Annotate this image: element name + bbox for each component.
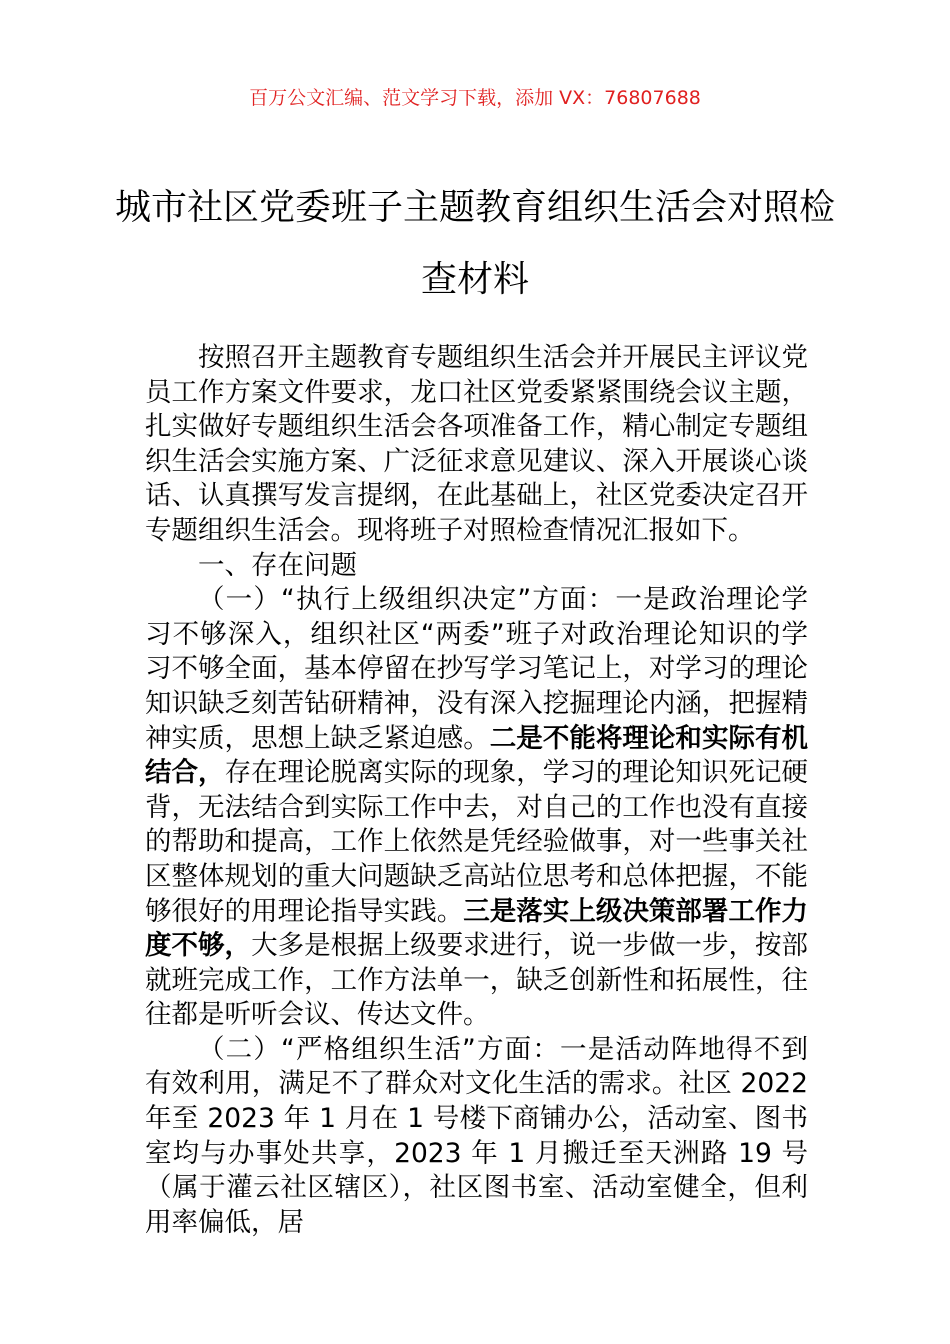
document-body xyxy=(145,341,808,1240)
paragraph-text: （一）“执行上级组织决定”方面：一是政治理论学习不够深入，组织社区“两委”班子对政治理论知识的学习不够全面，基本停留在抄写学习笔记上，对学习的理论知识缺乏刻苦钻研精神，没有深入挖掘理论内涵，把握精神实质，思想上缺乏紧迫感。 xyxy=(145,584,808,754)
document-title: 城市社区党委班子主题教育组织生活会对照检查材料 xyxy=(114,187,835,300)
paragraph-execute-decisions xyxy=(145,583,808,1033)
bold-point-two: 二是不能将理论和实际有机结合， xyxy=(145,722,809,789)
section-heading: 一、存在问题 xyxy=(198,549,357,581)
paragraph-organization-life: （二）“严格组织生活”方面：一是活动阵地得不到有效利用，满足不了群众对文化生活的需求。社区 2022 年至 2023 年 1 月在 1 号楼下商铺办公，活动室、图书室均与办事处共享，2023 年 1 月搬迁至天洲路 19 号（属于灌云社区辖区），社区图书室、活动室健全，但利用率偏低，居 xyxy=(145,1033,808,1238)
paragraph-text: 存在理论脱离实际的现象，学习的理论知识死记硬背，无法结合到实际工作中去，对自己的工作也没有直接的帮助和提高，工作上依然是凭经验做事，对一些事关社区整体规划的重大问题缺乏高站位思考和总体把握，不能够很好的用理论指导实践。 xyxy=(145,757,808,927)
header-note: 百万公文汇编、范文学习下载，添加 VX：76807688 xyxy=(249,87,701,109)
paragraph-text: 大多是根据上级要求进行，说一步做一步，按部就班完成工作，工作方法单一，缺乏创新性和拓展性，往往都是听听会议、传达文件。 xyxy=(145,930,809,1031)
intro-paragraph: 按照召开主题教育专题组织生活会并开展民主评议党员工作方案文件要求，龙口社区党委紧紧围绕会议主题，扎实做好专题组织生活会各项准备工作，精心制定专题组织生活会实施方案、广泛征求意见建议、深入开展谈心谈话、认真撰写发言提纲，在此基础上，社区党委决定召开专题组织生活会。现将班子对照检查情况汇报如下。 xyxy=(145,342,808,546)
bold-point-three: 三是落实上级决策部署工作力度不够， xyxy=(145,895,808,962)
